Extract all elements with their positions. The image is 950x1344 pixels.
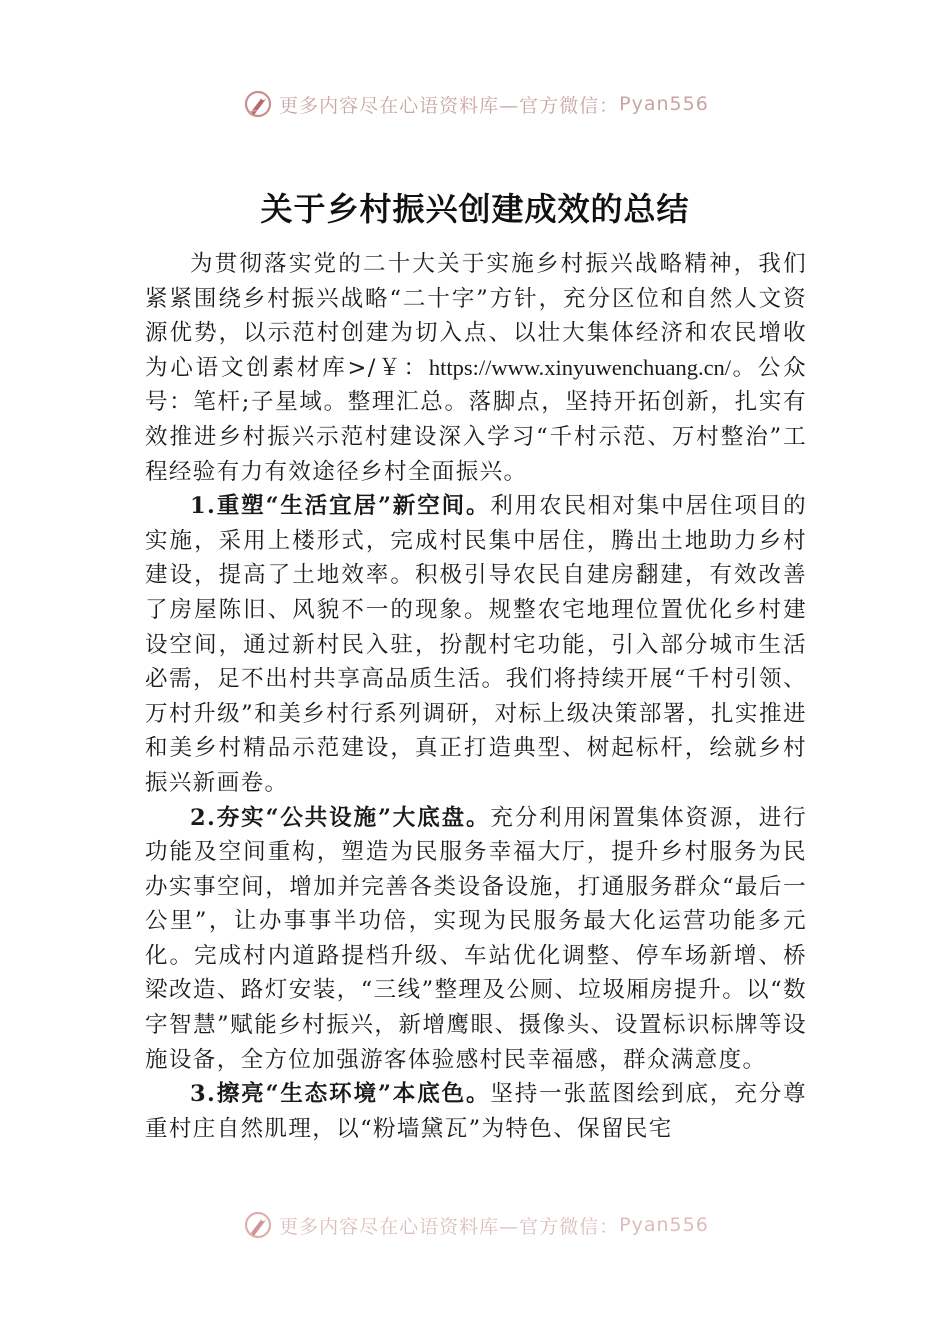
paragraph-3-heading: 3.擦亮“生态环境”本底色。 xyxy=(190,1081,491,1108)
pen-nib-logo-icon xyxy=(241,1208,275,1239)
paragraph-2 xyxy=(145,801,807,1078)
watermark-footer-text: 更多内容尽在心语资料库—官方微信： xyxy=(279,1215,620,1238)
intro-url: https://www.xinyuwenchuang.cn/ xyxy=(428,354,732,380)
watermark-footer-wechat-id: Pyan556 xyxy=(619,1214,709,1236)
intro-text-part1: 为贯彻落实党的二十大关于实施乡村振兴战略精神，我们紧紧围绕乡村振兴战略“二十字”方针，充分区位和自然人文资源优势，以示范村创建为切入点、以壮大集体经济和农民增收为心语文创素材库>/￥： xyxy=(145,251,807,381)
watermark-text: 更多内容尽在心语资料库—官方微信： xyxy=(279,94,620,117)
document-title: 关于乡村振兴创建成效的总结 xyxy=(260,190,690,228)
watermark-wechat-id: Pyan556 xyxy=(619,93,709,115)
paragraph-2-heading: 2.夯实“公共设施”大底盘。 xyxy=(190,804,491,831)
paragraph-3-text: 坚持一张蓝图绘到底，充分尊重村庄自然肌理，以“粉墙黛瓦”为特色、保留民宅 xyxy=(145,1081,807,1142)
paragraph-1-text: 利用农民相对集中居住项目的实施，采用上楼形式，完成村民集中居住，腾出土地助力乡村建设，提高了土地效率。积极引导农民自建房翻建，有效改善了房屋陈旧、风貌不一的现象。规整农宅地理位置优化乡村建设空间，通过新村民入驻，扮靓村宅功能，引入部分城市生活必需，足不出村共享高品质生活。我们将持续开展“千村引领、万村升级”和美乡村行系列调研，对标上级决策部署，扎实推进和美乡村精品示范建设，真正打造典型、树起标杆，绘就乡村振兴新画卷。 xyxy=(145,493,807,796)
watermark-header xyxy=(0,84,950,124)
paragraph-1-heading: 1.重塑“生活宜居”新空间。 xyxy=(190,493,491,520)
watermark-footer xyxy=(0,1203,950,1239)
paragraph-2-text: 充分利用闲置集体资源，进行功能及空间重构，塑造为民服务幸福大厅，提升乡村服务为民办实事空间，增加并完善各类设备设施，打通服务群众“最后一公里”，让办事事半功倍，实现为民服务最大化运营功能多元化。完成村内道路提档升级、车站优化调整、停车场新增、桥梁改造、路灯安装，“三线”整理及公厕、垃圾厢房提升。以“数字智慧”赋能乡村振兴，新增鹰眼、摄像头、设置标识标牌等设施设备，全方位加强游客体验感村民幸福感，群众满意度。 xyxy=(145,804,807,1073)
pen-nib-logo-icon xyxy=(241,87,275,121)
paragraph-3 xyxy=(145,1077,807,1146)
paragraph-intro xyxy=(145,247,807,489)
intro-text-part2: 。公众号：笔杆;子星域。整理汇总。落脚点，坚持开拓创新，扎实有效推进乡村振兴示范村建设深入学习“千村示范、万村整治”工程经验有力有效途径乡村全面振兴。 xyxy=(145,354,807,485)
paragraph-1 xyxy=(145,489,807,800)
document-body xyxy=(145,247,807,1215)
